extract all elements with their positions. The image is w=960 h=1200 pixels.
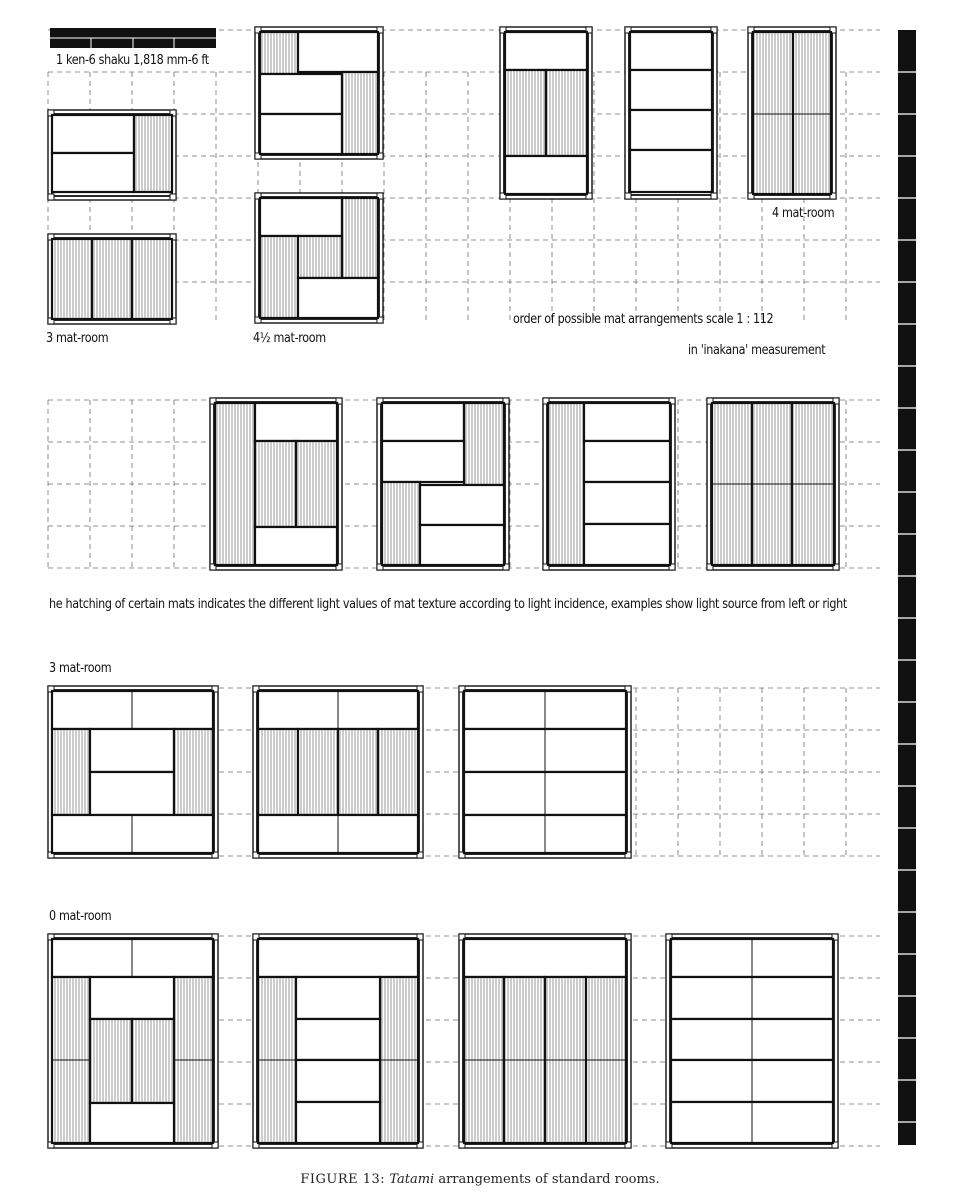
hatched-mat [342, 198, 378, 278]
hatched-mat [258, 729, 298, 815]
plain-mat [296, 1060, 380, 1102]
room-eight-a [48, 686, 218, 858]
plain-mat [630, 32, 712, 70]
hatched-mat [793, 32, 831, 194]
plain-mat [90, 772, 174, 815]
scale-bar [50, 28, 216, 48]
vertical-scale-ruler [896, 30, 918, 1145]
room-ten-a [48, 934, 218, 1148]
caption-prefix: FIGURE 13: [300, 1172, 386, 1187]
caption-italic: Tatami [389, 1172, 435, 1187]
hatched-mat [132, 1019, 174, 1103]
room-plans [48, 27, 839, 1148]
plain-mat [584, 403, 670, 441]
room-six-d [707, 398, 839, 570]
plain-mat [255, 527, 337, 565]
plain-mat [584, 524, 670, 565]
room-eight-b [253, 686, 423, 858]
four-half-mat-room-label: 4½ mat-room [253, 331, 326, 346]
room-col-b [625, 27, 717, 199]
hatched-mat [298, 729, 338, 815]
eight-mat-room-label: 0 mat-room [49, 909, 112, 924]
plain-mat [298, 278, 378, 318]
plain-mat [630, 150, 712, 192]
hatched-mat [174, 729, 213, 815]
plain-mat [260, 74, 342, 114]
hatched-mat [342, 72, 378, 154]
plain-mat [505, 32, 587, 70]
plain-mat [255, 403, 337, 441]
room-three-mat [48, 234, 176, 324]
hatched-mat [546, 70, 587, 156]
hatched-mat [753, 32, 793, 194]
scale-bar-label: 1 ken-6 shaku 1,818 mm-6 ft [56, 53, 209, 68]
plain-mat [52, 153, 134, 192]
room-four-and-half [255, 193, 383, 323]
hatched-mat [260, 32, 298, 74]
plain-mat [382, 441, 464, 482]
hatched-mat [52, 239, 92, 319]
six-mat-room-label: 3 mat-room [49, 661, 112, 676]
hatched-mat [464, 403, 504, 485]
caption-rest: arrangements of standard rooms. [438, 1172, 660, 1187]
hatched-mat [296, 441, 337, 527]
plain-mat [296, 1019, 380, 1060]
hatched-mat [548, 403, 584, 565]
plain-mat [505, 156, 587, 194]
plain-mat [90, 977, 174, 1019]
hatched-mat [260, 236, 298, 318]
arrangement-order-note: order of possible mat arrangements scale 1 : 112 [513, 312, 774, 327]
plain-mat [630, 70, 712, 110]
plain-mat [296, 977, 380, 1019]
room-six-b [377, 398, 509, 570]
plain-mat [420, 485, 504, 525]
inakana-note: in 'inakana' measurement [688, 343, 826, 358]
plain-mat [260, 198, 342, 236]
plain-mat [260, 114, 342, 154]
hatched-mat [134, 115, 172, 192]
plain-mat [464, 939, 626, 977]
plain-mat [296, 1102, 380, 1143]
plain-mat [420, 525, 504, 565]
room-two-and-half [255, 27, 383, 159]
room-ten-b [253, 934, 423, 1148]
room-top-left [48, 110, 176, 200]
plain-mat [382, 403, 464, 441]
room-six-a [210, 398, 342, 570]
plain-mat [630, 110, 712, 150]
figure-caption [0, 1172, 960, 1187]
hatched-mat [255, 441, 296, 527]
plain-mat [90, 1103, 174, 1143]
room-col-a [500, 27, 592, 199]
hatched-mat [382, 482, 420, 565]
hatched-mat [215, 403, 255, 565]
plain-mat [584, 482, 670, 524]
ruler-bar [898, 30, 916, 1145]
room-ten-c [459, 934, 631, 1148]
room-four-mat [748, 27, 836, 199]
hatched-mat [90, 1019, 132, 1103]
hatched-mat [298, 236, 342, 278]
hatched-mat [505, 70, 546, 156]
hatched-mat [338, 729, 378, 815]
three-mat-room-label: 3 mat-room [46, 331, 109, 346]
hatched-mat [52, 729, 90, 815]
hatched-mat [132, 239, 172, 319]
plain-mat [90, 729, 174, 772]
hatched-mat [378, 729, 418, 815]
room-six-c [543, 398, 675, 570]
four-mat-room-label: 4 mat-room [772, 206, 835, 221]
plain-mat [584, 441, 670, 482]
plain-mat [52, 115, 134, 153]
hatched-mat [92, 239, 132, 319]
plain-mat [258, 939, 418, 977]
hatching-note: he hatching of certain mats indicates the different light values of mat texture according to light incidence, examples show light source from left or right [49, 597, 847, 612]
room-ten-d [666, 934, 838, 1148]
room-eight-c [459, 686, 631, 858]
plain-mat [298, 32, 378, 72]
